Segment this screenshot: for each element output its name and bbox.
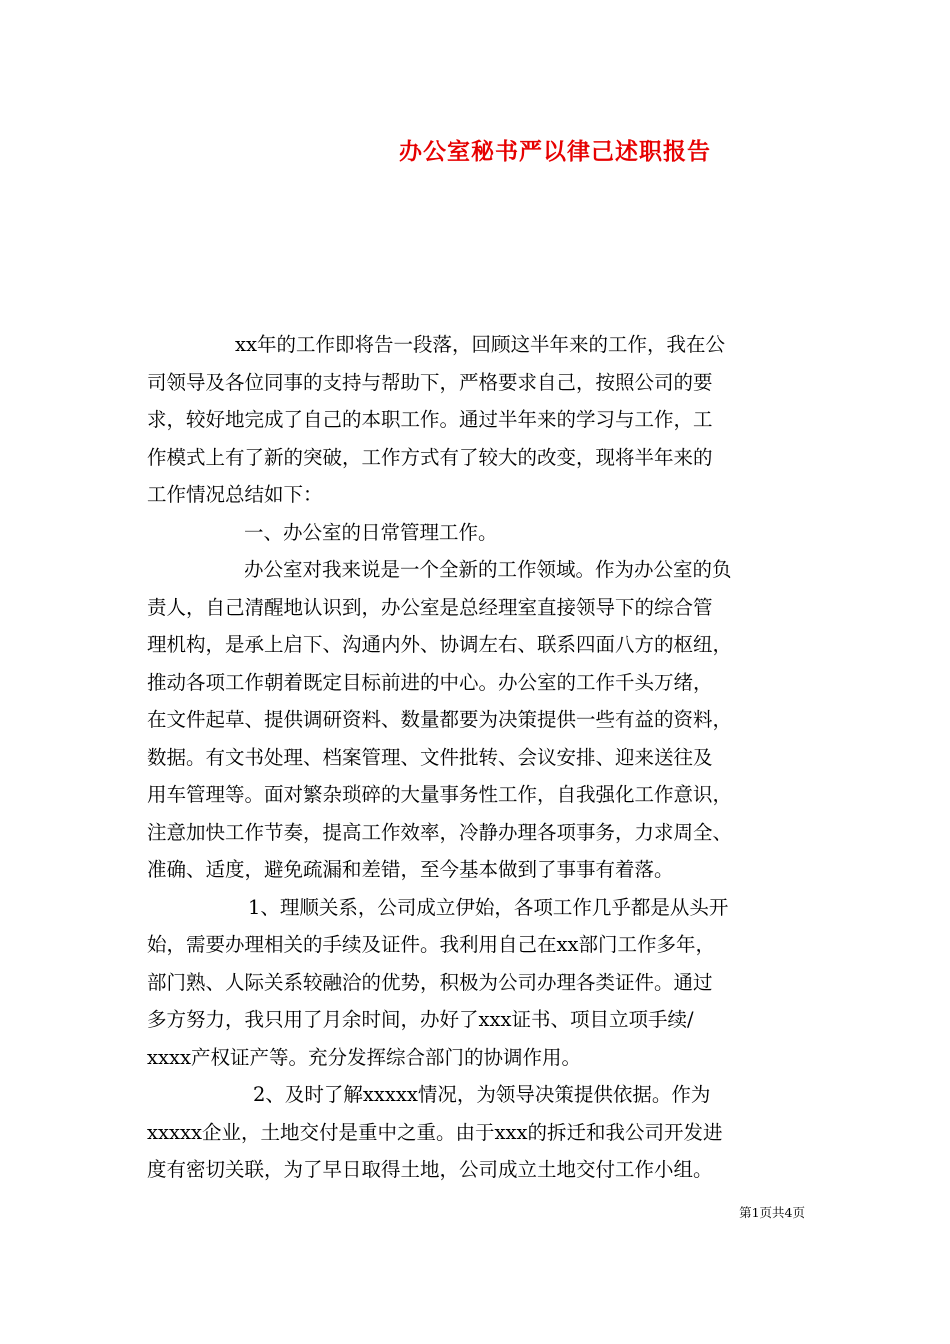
paragraph-line: 部门熟、人际关系较融洽的优势，积极为公司办理各类证件。通过 [147,970,713,994]
paragraph-line: 度有密切关联，为了早日取得土地，公司成立土地交付工作小组。 [147,1158,713,1181]
paragraph-line: 注意加快工作节奏，提高工作效率，冷静办理各项事务，力求周全、 [147,820,733,844]
page-footer: 第1页共4页 [739,1205,805,1220]
paragraph-line: 准确、适度，避免疏漏和差错，至今基本做到了事事有着落。 [147,858,674,881]
paragraph-line: 推动各项工作朝着既定目标前进的中心。办公室的工作千头万绪， [147,670,713,694]
paragraph-line: xx年的工作即将告一段落，回顾这半年来的工作，我在公 [235,333,725,356]
paragraph-line: 理机构，是承上启下、沟通内外、协调左右、联系四面八方的枢纽， [147,633,733,656]
paragraph-line: 司领导及各位同事的支持与帮助下，严格要求自己，按照公司的要 [147,370,713,394]
paragraph-line: 工作情况总结如下： [147,483,323,506]
paragraph-line: 1、理顺关系，公司成立伊始，各项工作几乎都是从头开 [248,895,729,919]
paragraph-line: xxxx产权证产等。充分发挥综合部门的协调作用。 [147,1045,581,1069]
paragraph-line: 2、及时了解xxxxx情况，为领导决策提供依据。作为 [253,1083,711,1106]
paragraph-line: 始，需要办理相关的手续及证件。我利用自己在xx部门工作多年， [147,933,715,956]
paragraph-line: 数据。有文书处理、档案管理、文件批转、会议安排、迎来送往及 [147,745,713,769]
paragraph-line: 多方努力，我只用了月余时间，办好了xxx证书、项目立项手续/ [147,1008,694,1031]
paragraph-line: xxxxx企业，土地交付是重中之重。由于xxx的拆迁和我公司开发进 [147,1120,723,1144]
paragraph-line: 责人，自己清醒地认识到，办公室是总经理室直接领导下的综合管 [147,595,713,619]
paragraph-line: 求，较好地完成了自己的本职工作。通过半年来的学习与工作，工 [147,408,713,431]
document-title: 办公室秘书严以律己述职报告 [399,138,711,165]
paragraph-line: 在文件起草、提供调研资料、数量都要为决策提供一些有益的资料， [147,708,733,731]
paragraph-line: 办公室对我来说是一个全新的工作领域。作为办公室的负 [244,558,732,581]
document-body [147,326,837,1189]
paragraph-line: 一、办公室的日常管理工作。 [244,520,498,544]
paragraph-line: 用车管理等。面对繁杂琐碎的大量事务性工作，自我强化工作意识， [147,783,733,806]
paragraph-line: 作模式上有了新的突破，工作方式有了较大的改变，现将半年来的 [147,445,713,469]
